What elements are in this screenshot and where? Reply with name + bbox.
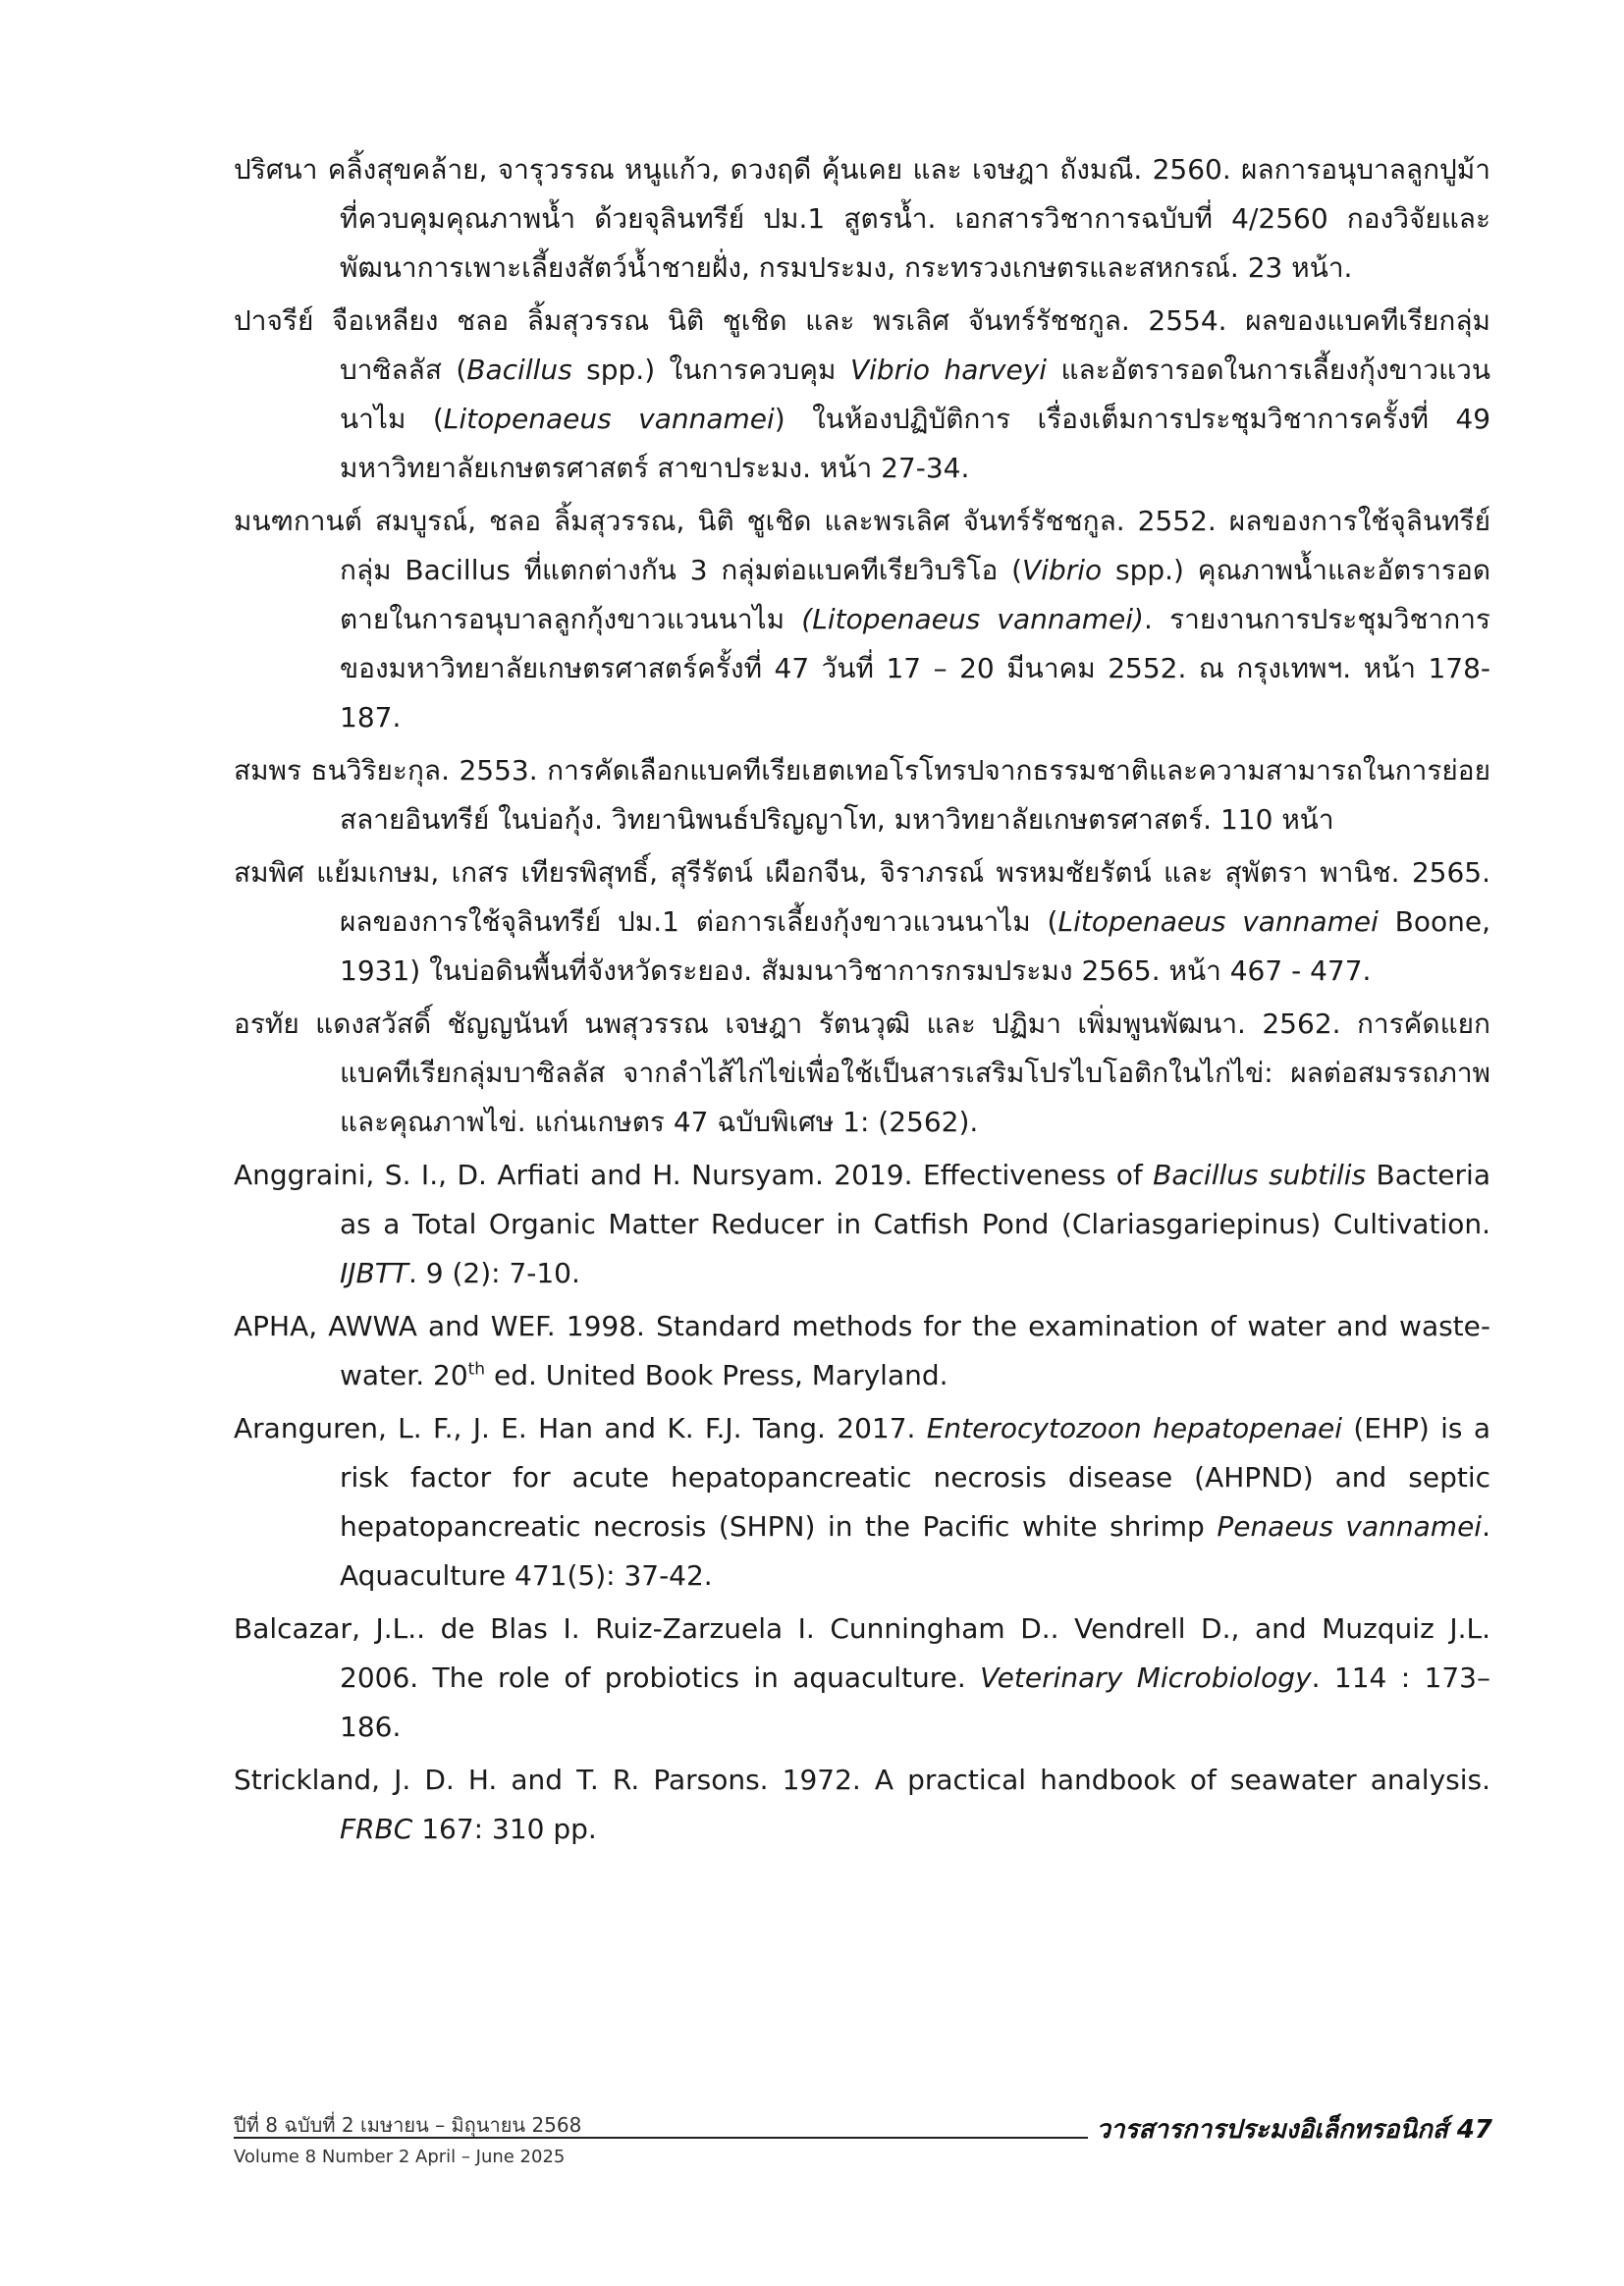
reference-entry (234, 1605, 1490, 1752)
reference-italic-text: Bacillus (466, 354, 572, 386)
reference-italic-text: (Litopenaeus vannamei) (801, 603, 1144, 635)
reference-text: spp.) คุณภาพน้ำและอัตรารอดตายในการอนุบาลลูกกุ้งขาวแวนนาไม (340, 554, 1490, 635)
reference-text: . 9 (2): 7-10. (407, 1257, 580, 1289)
reference-italic-text: Litopenaeus vannamei (443, 403, 775, 435)
reference-text: . Aquaculture 471(5): 37-42. (340, 1510, 1490, 1592)
reference-entry (234, 1302, 1490, 1400)
issue-info-thai: ปีที่ 8 ฉบับที่ 2 เมษายน – มิถุนายน 2568 (234, 2113, 582, 2137)
journal-title-page-number: วารสารการประมงอิเล็กทรอนิกส์ 47 (1096, 2115, 1492, 2145)
reference-text: ปาจรีย์ จือเหลียง ชลอ ลิ้มสุวรรณ นิติ ชูเชิด และ พรเลิศ จันทร์รัชชกูล. 2554. ผลของแบคทีเรียกลุ่มบาซิลลัส ( (234, 304, 1490, 386)
page-footer (234, 2109, 1492, 2168)
reference-text: Aranguren, L. F., J. E. Han and K. F.J. Tang. 2017. (234, 1412, 927, 1444)
reference-entry (234, 1151, 1490, 1298)
reference-text: Balcazar, J.L.. de Blas I. Ruiz-Zarzuela I. Cunningham D.. Vendrell D., and Muzquiz J.L. 2006. The role of probiotics in aquaculture. (234, 1612, 1490, 1694)
reference-entry (234, 746, 1490, 844)
reference-text: spp.) ในการควบคุม (571, 354, 850, 386)
reference-text: APHA, AWWA and WEF. 1998. Standard methods for the examination of water and waste-water. 20 (234, 1310, 1490, 1391)
reference-entry (234, 145, 1490, 293)
reference-text: Strickland, J. D. H. and T. R. Parsons. 1972. A practical handbook of seawater analysis. (234, 1764, 1490, 1796)
reference-entry (234, 1404, 1490, 1601)
reference-text: มนฑกานต์ สมบูรณ์, ชลอ ลิ้มสุวรรณ, นิติ ชูเชิด และพรเลิศ จันทร์รัชชกูล. 2552. ผลของการใช้จุลินทรีย์กลุ่ม Bacillus ที่แตกต่างกัน 3 กลุ่มต่อแบคทีเรียวิบริโอ ( (234, 505, 1490, 586)
reference-text: สมพร ธนวิริยะกุล. 2553. การคัดเลือกแบคทีเรียเฮตเทอโรโทรปจากธรรมชาติและความสามารถในการย่อยสลายอินทรีย์ ในบ่อกุ้ง. วิทยานิพนธ์ปริญญาโท, มหาวิทยาลัยเกษตรศาสตร์. 110 หน้า (234, 754, 1490, 836)
reference-italic-text: Vibrio harveyi (849, 354, 1048, 386)
reference-entry (234, 1000, 1490, 1147)
reference-text: และอัตรารอดในการเลี้ยงกุ้งขาวแวนนาไม ( (340, 354, 1491, 435)
reference-italic-text: Litopenaeus vannamei (1057, 905, 1379, 938)
reference-text: . 114 : 173–186. (340, 1661, 1491, 1743)
reference-text: สมพิศ แย้มเกษม, เกสร เทียรพิสุทธิ์, สุรีรัตน์ เผือกจีน, จิราภรณ์ พรหมชัยรัตน์ และ สุพัตรา พานิช. 2565. ผลของการใช้จุลินทรีย์ ปม.1 ต่อการเลี้ยงกุ้งขาวแวนนาไม ( (234, 856, 1490, 938)
reference-italic-text: IJBTT (340, 1257, 408, 1289)
issue-info-english: Volume 8 Number 2 April – June 2025 (234, 2147, 566, 2167)
reference-entry (234, 1756, 1490, 1854)
reference-italic-text: Vibrio (1022, 554, 1103, 586)
reference-italic-text: Penaeus vannamei (1217, 1510, 1483, 1543)
reference-text: Boone, 1931) ในบ่อดินพื้นที่จังหวัดระยอง. สัมมนาวิชาการกรมประมง 2565. หน้า 467 - 477. (340, 905, 1491, 987)
reference-list (234, 145, 1490, 1858)
reference-text: ed. United Book Press, Maryland. (485, 1359, 948, 1391)
reference-text: (EHP) is a risk factor for acute hepatopancreatic necrosis disease (AHPND) and septic hepatopancreatic necrosis (SHPN) in the Pacific white shrimp (340, 1412, 1490, 1543)
reference-italic-text: Bacillus subtilis (1153, 1159, 1367, 1191)
reference-italic-text: Veterinary Microbiology (980, 1661, 1312, 1694)
reference-italic-text: FRBC (340, 1813, 413, 1845)
reference-italic-text: Enterocytozoon hepatopenaei (926, 1412, 1343, 1444)
reference-text: 167: 310 pp. (412, 1813, 597, 1845)
reference-entry (234, 497, 1490, 742)
reference-text: ) ในห้องปฏิบัติการ เรื่องเต็มการประชุมวิชาการครั้งที่ 49 มหาวิทยาลัยเกษตรศาสตร์ สาขาประมง. หน้า 27-34. (340, 403, 1491, 484)
reference-entry (234, 848, 1490, 996)
reference-entry (234, 297, 1490, 493)
reference-text: Bacteria as a Total Organic Matter Reducer in Catfish Pond (Clariasgariepinus) Cultivation. (340, 1159, 1490, 1240)
footer-rule (234, 2137, 1088, 2139)
reference-text: Anggraini, S. I., D. Arfiati and H. Nursyam. 2019. Effectiveness of (234, 1159, 1154, 1191)
reference-text: ปริศนา คลิ้งสุขคล้าย, จารุวรรณ หนูแก้ว, ดวงฤดี คุ้นเคย และ เจษฎา ถังมณี. 2560. ผลการอนุบาลลูกปูม้าที่ควบคุมคุณภาพน้ำ ด้วยจุลินทรีย์ ปม.1 สูตรน้ำ. เอกสารวิชาการฉบับที่ 4/2560 กองวิจัยและพัฒนาการเพาะเลี้ยงสัตว์น้ำชายฝั่ง, กรมประมง, กระทรวงเกษตรและสหกรณ์. 23 หน้า. (234, 153, 1490, 284)
reference-superscript: th (467, 1359, 486, 1380)
reference-text: . รายงานการประชุมวิชาการของมหาวิทยาลัยเกษตรศาสตร์ครั้งที่ 47 วันที่ 17 – 20 มีนาคม 2552. ณ กรุงเทพฯ. หน้า 178-187. (340, 603, 1490, 734)
reference-text: อรทัย แดงสวัสดิ์ ชัญญนันท์ นพสุวรรณ เจษฎา รัตนวุฒิ และ ปฏิมา เพิ่มพูนพัฒนา. 2562. การคัดแยกแบคทีเรียกลุ่มบาซิลลัส จากลำไส้ไก่ไข่เพื่อใช้เป็นสารเสริมโปรไบโอติกในไก่ไข่: ผลต่อสมรรถภาพและคุณภาพไข่. แก่นเกษตร 47 ฉบับพิเศษ 1: (2562). (234, 1007, 1490, 1138)
